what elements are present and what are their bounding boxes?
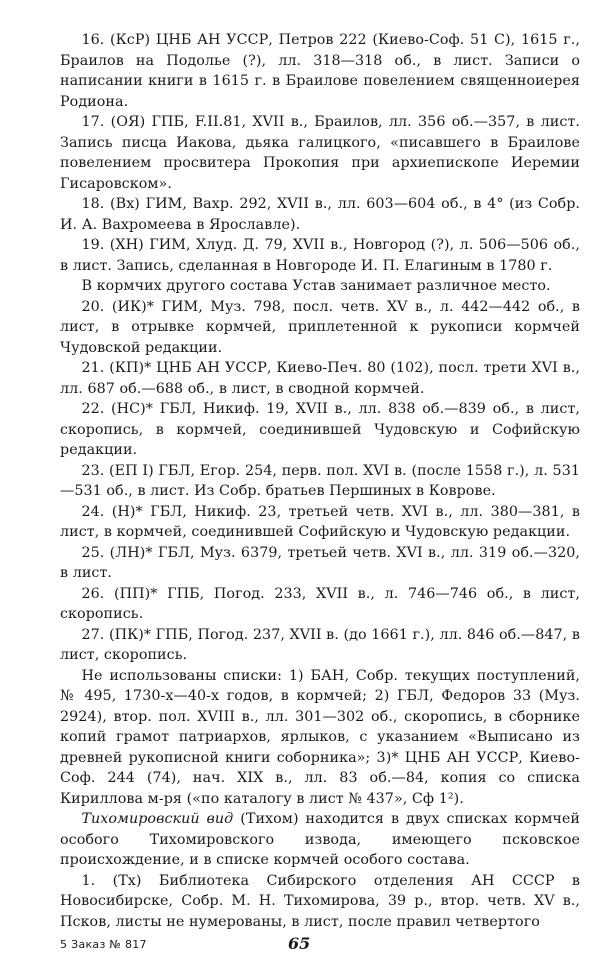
entry-16: 16. (КсР) ЦНБ АН УССР, Петров 222 (Киево-Соф. 51 С), 1615 г., Браилов на Подолье (?), лл. 318—318 об., в лист. Записи о написании книги в 1615 г. в Браилове повелением священноиерея Родиона.: [60, 32, 580, 110]
printer-signature: 5 Заказ № 817: [60, 938, 147, 951]
entry-23: 23. (ЕП I) ГБЛ, Егор. 254, перв. пол. XVI в. (после 1558 г.), л. 531—531 об., в лист. Из Собр. братьев Першиных в Коврове.: [60, 462, 580, 499]
entry-26: 26. (ПП)* ГПБ, Погод. 233, XVII в., л. 746—746 об., в лист, скоропись.: [60, 585, 580, 622]
entry-19: 19. (ХН) ГИМ, Хлуд. Д. 79, XVII в., Новгород (?), л. 506—506 об., в лист. Запись, сделанная в Новгороде И. П. Елагиным в 1780 г.: [60, 237, 580, 274]
entry-20: 20. (ИК)* ГИМ, Муз. 798, посл. четв. XV в., л. 442—442 об., в лист, в отрывке кормчей, приплетенной к рукописи кормчей Чудовской редакции.: [60, 298, 580, 356]
entry-17: 17. (ОЯ) ГПБ, F.II.81, XVII в., Браилов, лл. 356 об.—357, в лист. Запись писца Иакова, дьяка галицкого, «писавшего в Браилове повелением просвитера Прокопия при архиепископе Иеремии Гисаровском».: [60, 114, 580, 192]
entry-25: 25. (ЛН)* ГБЛ, Муз. 6379, третьей четв. XVI в., лл. 319 об.—320, в лист.: [60, 544, 580, 581]
page-footer: [60, 934, 580, 956]
page-number: 65: [288, 934, 311, 953]
entry-21: 21. (КП)* ЦНБ АН УССР, Киево-Печ. 80 (102), посл. трети XVI в., лл. 687 об.—688 об., в лист, в сводной кормчей.: [60, 360, 580, 397]
entry-tikhomirov-1: 1. (Тх) Библиотека Сибирского отделения АН СССР в Новосибирске, Собр. М. Н. Тихомирова, 39 р., втор. четв. XV в., Псков, листы не нумерованы, в лист, после правил четвертого: [60, 872, 580, 930]
tikhomirov-paragraph: [60, 809, 580, 871]
unused-lists-paragraph: Не использованы списки: 1) БАН, Собр. текущих поступлений, № 495, 1730-х—40-х годов, в кормчей; 2) ГБЛ, Федоров 33 (Муз. 2924), втор. пол. XVIII в., лл. 301—302 об., скоропись, в сборнике копий грамот патриархов, ярлыков, с указанием «Выписано из древней рукописной книги соборника»; 3)* ЦНБ АН УССР, Киево-Соф. 244 (74), нач. XIX в., лл. 83 об.—84, копия со списка Кириллова м-ря («по каталогу в лист № 437», Сф 1²).: [60, 667, 580, 807]
tikhomirov-rest: (Тихом) находится в двух списках кормчей особого Тихомировского извода, имеющего псковское происхождение, и в списке кормчей особого состава.: [60, 811, 580, 868]
kormchie-note: В кормчих другого состава Устав занимает различное место.: [81, 278, 551, 294]
tikhomirov-italic-lead: Тихомировский вид: [81, 811, 234, 827]
entry-18: 18. (Вх) ГИМ, Вахр. 292, XVII в., лл. 603—604 об., в 4° (из Собр. И. А. Вахромеева в Ярославле).: [60, 196, 580, 233]
entry-27: 27. (ПК)* ГПБ, Погод. 237, XVII в. (до 1661 г.), лл. 846 об.—847, в лист, скоропись.: [60, 626, 580, 663]
entry-22: 22. (НС)* ГБЛ, Никиф. 19, XVII в., лл. 838 об.—839 об., в лист, скоропись, в кормчей, соединившей Чудовскую и Софийскую редакции.: [60, 401, 580, 458]
entry-24: 24. (Н)* ГБЛ, Никиф. 23, третьей четв. XVI в., лл. 380—381, в лист, в кормчей, соединившей Софийскую и Чудовскую редакции.: [60, 503, 580, 540]
